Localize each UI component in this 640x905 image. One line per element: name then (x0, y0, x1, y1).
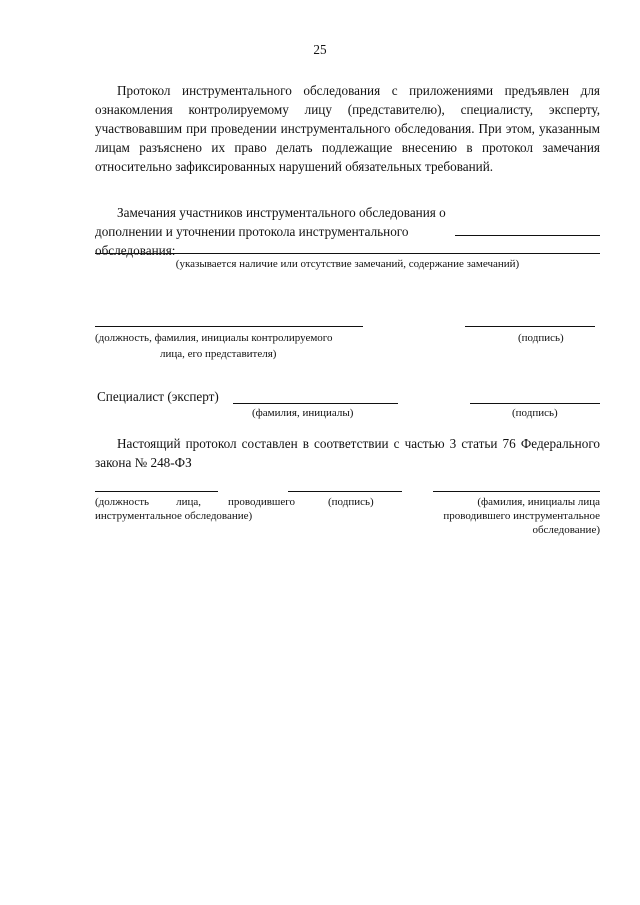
inspector-signature-line[interactable] (288, 491, 402, 492)
inspector-position-caption: (должность лица, проводившего инструментальное обследование) (95, 496, 295, 522)
paragraph-presentation: Протокол инструментального обследования с приложениями предъявлен для ознакомления контролируемому лицу (представителю), специалисту, эксперту, участвовавшим при проведении инструментального обследования. При этом, указанным лицам разъяснено их право делать подлежащие внесению в протокол замечания относительно зафиксированных нарушений обязательных требований. (95, 83, 600, 174)
remarks-caption: (указывается наличие или отсутствие замечаний, содержание замечаний) (175, 258, 520, 270)
protocol-basis-text: Настоящий протокол составлен в соответствии с частью 3 статьи 76 Федерального закона № 248-ФЗ (95, 436, 600, 470)
remarks-fill-line-1[interactable] (455, 235, 600, 236)
inspector-signature-caption: (подпись) (328, 496, 374, 508)
specialist-name-line[interactable] (233, 403, 398, 404)
remarks-text: Замечания участников инструментального обследования о дополнении и уточнении протокола инструментального обследования: (95, 205, 446, 258)
inspector-name-line[interactable] (433, 491, 600, 492)
specialist-label: Специалист (эксперт) (97, 389, 219, 404)
controlled-person-signature-line[interactable] (465, 326, 595, 327)
remarks-fill-line-2[interactable] (95, 253, 600, 254)
specialist-name-caption: (фамилия, инициалы) (252, 407, 354, 419)
inspector-position-line[interactable] (95, 491, 218, 492)
inspector-name-caption: (фамилия, инициалы лица проводившего инструментальное обследование) (443, 496, 600, 536)
specialist-signature-caption: (подпись) (512, 407, 558, 419)
page-number: 25 (313, 42, 327, 57)
controlled-person-signature-caption: (подпись) (518, 332, 564, 344)
controlled-person-caption-1: (должность, фамилия, инициалы контролируемого (95, 332, 333, 344)
specialist-signature-line[interactable] (470, 403, 600, 404)
controlled-person-caption-2: лица, его представителя) (160, 348, 277, 360)
controlled-person-line[interactable] (95, 326, 363, 327)
